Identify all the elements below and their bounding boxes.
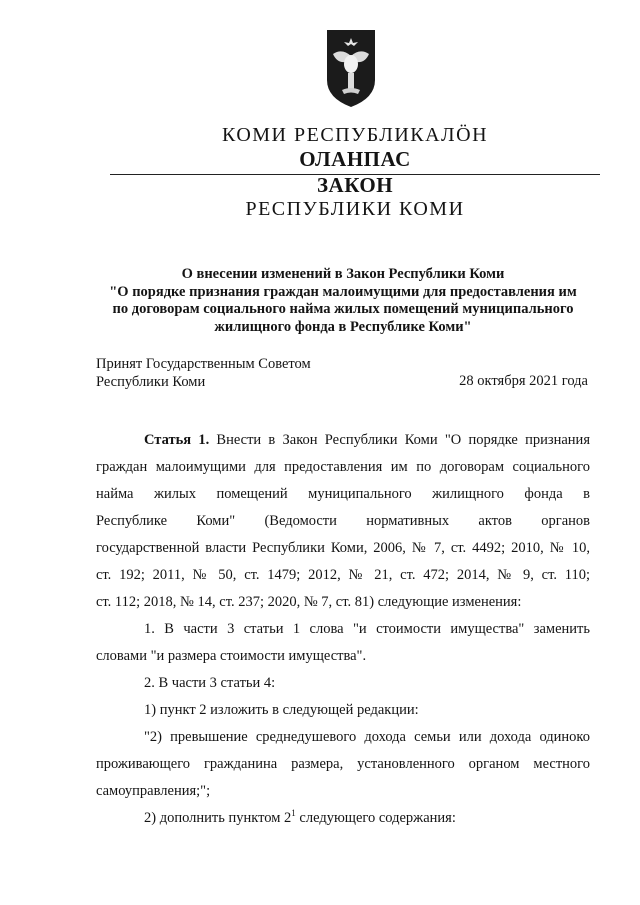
item-2-sub-1-text-line: проживающего гражданина размера, установленного органом местного <box>96 756 590 772</box>
item-2-sub-2 <box>96 805 590 832</box>
adoption-date: 28 октября 2021 года <box>459 373 588 389</box>
coat-of-arms-emblem <box>324 28 378 108</box>
article-lead-text: Внести в Закон Республики Коми "О порядке признания <box>209 432 590 448</box>
header-line-olanpas: ОЛАНПАС <box>299 147 411 171</box>
article-line: граждан малоимущими для предоставления им по договорам социального <box>96 459 590 475</box>
law-subject-title <box>96 266 590 336</box>
subject-line: жилищного фонда в Республике Коми" <box>214 318 472 335</box>
law-body <box>96 427 590 832</box>
article-line: ст. 192; 2011, № 50, ст. 1479; 2012, № 21, ст. 472; 2014, № 9, ст. 110; <box>96 567 590 583</box>
header-line-republic-komi: РЕСПУБЛИКИ КОМИ <box>245 198 465 220</box>
item-2-sub-2-post: следующего содержания: <box>295 810 456 826</box>
adopted-by <box>96 356 311 391</box>
article-line: Республике Коми" (Ведомости нормативных актов органов <box>96 513 590 529</box>
item-1-line-last: словами "и размера стоимости имущества". <box>96 648 367 664</box>
article-first-line <box>96 427 590 454</box>
subject-line: по договорам социального найма жилых помещений муниципального <box>112 301 574 317</box>
item-2-sub-2-pre: 2) дополнить пунктом 2 <box>144 810 292 826</box>
adopted-by-line: Республики Коми <box>96 373 206 390</box>
item-2: 2. В части 3 статьи 4: <box>144 675 276 691</box>
superscript-index: 1 <box>291 808 296 818</box>
article-label: Статья 1. <box>144 432 210 448</box>
item-2-sub-1-text-line: "2) превышение среднедушевого дохода семьи или дохода одиноко <box>144 729 590 745</box>
article-line-last: ст. 112; 2018, № 14, ст. 237; 2020, № 7, ст. 81) следующие изменения: <box>96 594 522 610</box>
header-line-komi-republic: КОМИ РЕСПУБЛИКАЛӦН <box>221 124 489 146</box>
article-line: найма жилых помещений муниципального жилищного фонда в <box>96 486 590 502</box>
subject-line: "О порядке признания граждан малоимущими для предоставления им <box>109 283 577 300</box>
article-line: государственной власти Республики Коми, 2006, № 7, ст. 4492; 2010, № 10, <box>96 540 590 556</box>
item-2-sub-1: 1) пункт 2 изложить в следующей редакции: <box>144 702 419 718</box>
item-1-line: 1. В части 3 статьи 1 слова "и стоимости имущества" заменить <box>144 621 590 637</box>
header-line-zakon: ЗАКОН <box>316 173 394 197</box>
subject-line: О внесении изменений в Закон Республики Коми <box>181 266 505 282</box>
adopted-by-line: Принят Государственным Советом <box>96 356 311 372</box>
item-2-sub-1-text-last: самоуправления;"; <box>96 783 211 799</box>
